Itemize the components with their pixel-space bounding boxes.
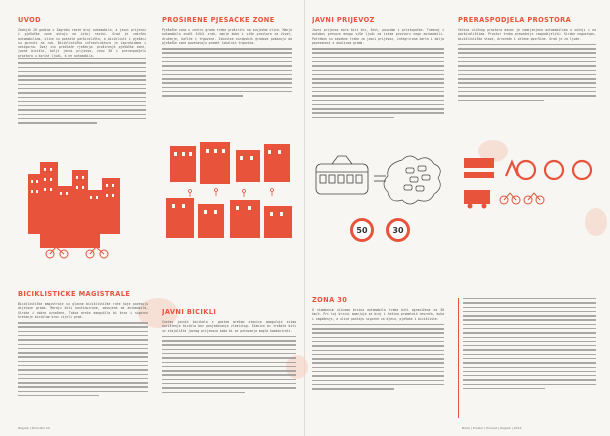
section-text-pjesacke: Pješačke zone u centru grada treba proširiti na susjedne ulice. Manje automobila znači čišći zrak, manje buke i više prostora za život, druženje, kafiće i trgovine. Iskustva europskih gradova pokazuju da pješačke zone povećavaju promet lokalnih trgovina. [162, 28, 292, 45]
tram-vs-cars-illustration [312, 150, 444, 210]
section-text-zona30: U stambenim ulicama brzina automobila treba biti ograničena na 30 km/h. Pri toj brzini smanjuje se broj i težina prometnih nesreća, buka i zagađenje, a ulice postaju sigurne za djecu, pješake i bicikliste. [312, 308, 444, 321]
speed-sign-50-value: 50 [356, 225, 368, 235]
space-comparison-illustration [460, 150, 596, 210]
speed-sign-30-value: 30 [392, 225, 404, 235]
section-text-magistrale: Biciklističke magistrale su glavne biciklističke rute koje povezuju dijelove grada. Moraju biti kontinuirane, odvojene od automobila, široke i dobro označene. Takva mreža omogućila bi brzo i sigurno kretanje biciklom kroz cijeli grad. [18, 302, 148, 319]
pedestrian-zone-illustration [160, 140, 298, 252]
info-box [458, 298, 596, 418]
section-text-uvod: Zadnjih 20 godina u Zagrebu raste broj automobila, a javni prijevoz i pješačke zone ostaju na istoj razini. Grad je zakrčen automobilima, ulice su postale parkirališta, a biciklisti i pješaci su gurnuti na rub. Biciklistička infrastruktura je isprekidana i nesigurna. Ovaj zin predlaže rješenja: proširenje pješačke zone, javne bicikle, bolji javni prijevoz, zonu 30 i preraspodjelu prostora u korist ljudi, a ne automobila. [18, 28, 146, 58]
body-lines-uvod [18, 58, 146, 136]
section-text-bicikli: Sustav javnih bicikala s gustom mrežom stanica omogućuje svima korištenje bicikla bez posjedovanja vlastitog. Stanice bi trebale biti uz stajališta javnog prijevoza kako bi se putovanja mogla kombinirati. [162, 320, 296, 333]
section-title-prostor: PRERASPODJELA PROSTORA [458, 16, 572, 24]
section-title-uvod: UVOD [18, 16, 42, 24]
speed-sign-50 [350, 218, 374, 242]
section-zona30 [312, 296, 444, 430]
speed-sign-30 [386, 218, 410, 242]
section-text-prostor: Većina uličnog prostora danas je namijenjena automobilima u vožnji i na parkiralištima. Prostor treba pravednije raspodijeliti: široke nogostupe, biciklističke staze, drvorede i zelene površine. Grad je za ljude. [458, 28, 596, 41]
section-title-bicikli: JAVNI BICIKLI [162, 308, 217, 316]
section-text-prijevoz: Javni prijevoz mora biti brz, čest, pouzdan i pristupačan. Tramvaj i autobus prevoze mnogo više ljudi na istom prostoru nego automobili. Potrebne su zasebne trake za javni prijevoz, integrirana karta i bolja povezanost s okolicom grada. [312, 28, 444, 45]
section-prostor [458, 16, 596, 166]
skyline-illustration [20, 150, 140, 265]
section-title-zona30: ZONA 30 [312, 296, 348, 304]
section-title-prijevoz: JAVNI PRIJEVOZ [312, 16, 375, 24]
section-magistrale [18, 290, 148, 430]
footer-left: Zagreb | Prometni zin [18, 426, 51, 430]
section-title-pjesacke: PROŠIRENE PJEŠAČKE ZONE [162, 16, 275, 24]
section-bicikli [162, 308, 296, 430]
footer-right: Bicikl | Prostor | Promet | Zagreb | 2024. [462, 426, 523, 430]
section-pjesacke [162, 16, 292, 144]
decor-blob [585, 208, 607, 236]
section-prijevoz [312, 16, 444, 166]
section-title-magistrale: BICIKLISTIČKE MAGISTRALE [18, 290, 131, 298]
